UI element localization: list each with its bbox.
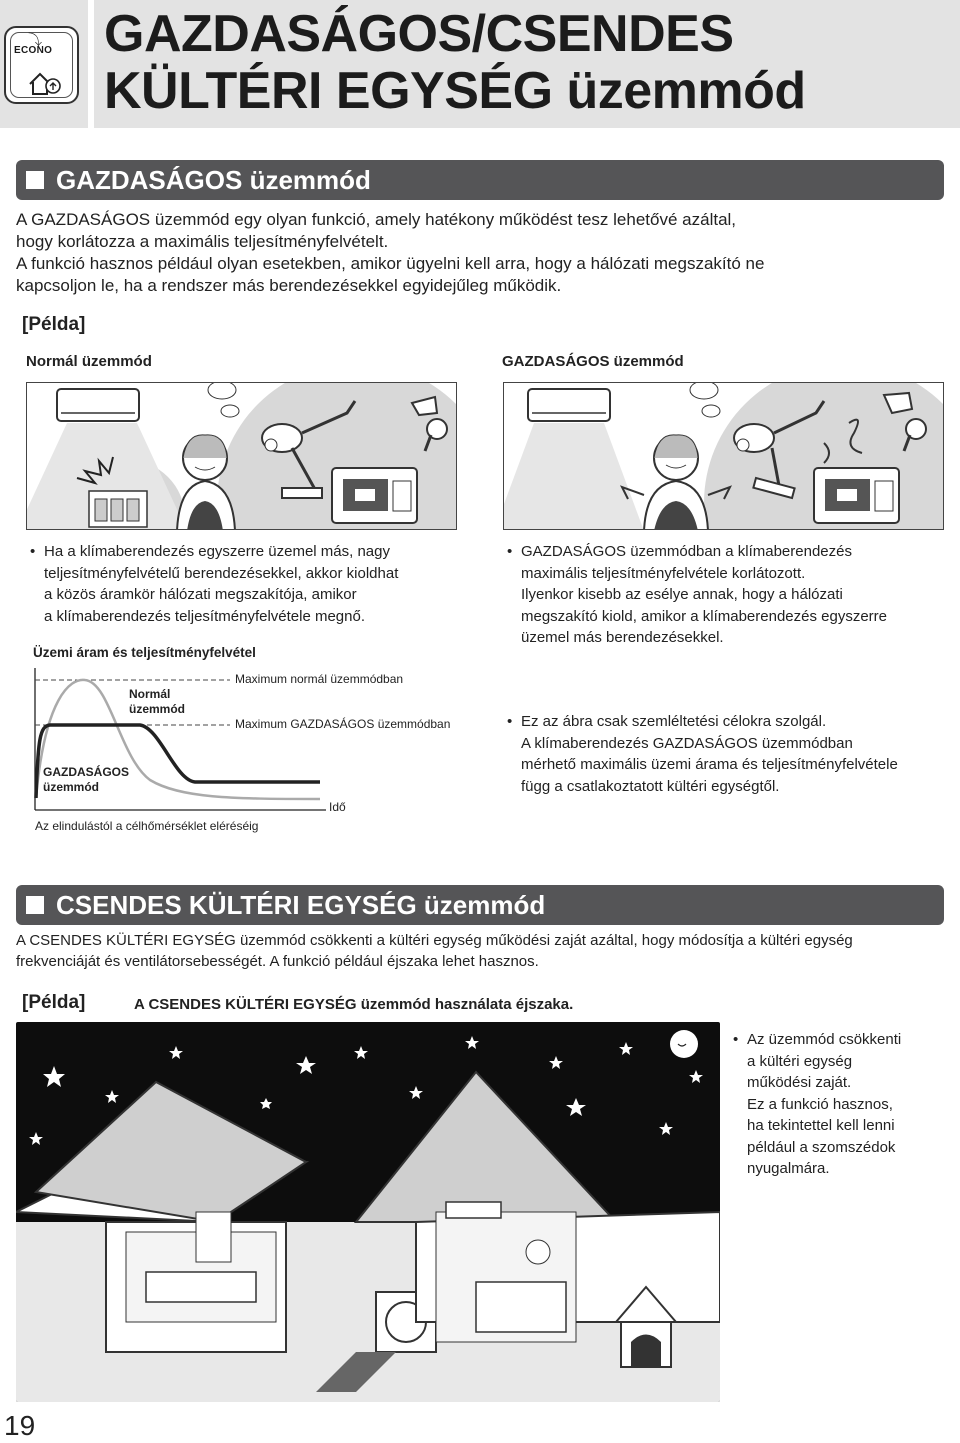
normal-mode-label: Normál üzemmód: [26, 353, 152, 370]
graph-label-max-econo: Maximum GAZDASÁGOS üzemmódban: [235, 717, 451, 731]
quiet-bullet-line-2: a kültéri egység: [747, 1052, 853, 1070]
quiet-mode-bullet: [733, 1029, 947, 1180]
econo-intro-line-4: kapcsoljon le, ha a rendszer más berendezésekkel egyidejűleg működik.: [16, 276, 562, 295]
page-title-line-1: GAZDASÁGOS/CSENDES: [104, 5, 734, 63]
quiet-bullet-line-3: működési zaját.: [747, 1074, 852, 1091]
econo-mode-scene: [504, 383, 944, 530]
quiet-bullet-line-5: ha tekintettel kell lenni: [747, 1117, 895, 1134]
page-title: [104, 6, 806, 120]
graph-label-time: Idő: [329, 800, 346, 814]
example-label-quiet: [Példa]: [22, 992, 86, 1013]
quiet-bullet-line-4: Ez a funkció hasznos,: [747, 1095, 893, 1113]
quiet-intro-line-1: A CSENDES KÜLTÉRI EGYSÉG üzemmód csökkenti a kültéri egység működési zaját azáltal, hogy módosítja a kültéri egység: [16, 932, 853, 949]
example-label-econo: [Példa]: [22, 314, 86, 335]
section-square-icon: [26, 896, 44, 914]
graph-label-normal: [129, 687, 185, 717]
econo-bullet-line-1: GAZDASÁGOS üzemmódban a klímaberendezés: [521, 543, 852, 560]
section-header-econo: [16, 160, 944, 200]
econo-intro-line-3: A funkció hasznos például olyan esetekben, amikor ügyelni kell arra, hogy a hálózati megszakító ne: [16, 254, 765, 273]
quiet-bullet-line-1: Az üzemmód csökkenti: [747, 1031, 902, 1048]
normal-bullet-line-1: Ha a klímaberendezés egyszerre üzemel más, nagy: [44, 543, 390, 560]
bullet-dot: •: [507, 543, 513, 560]
section-title-econo: GAZDASÁGOS üzemmód: [56, 165, 371, 195]
graph-label-econo: [43, 765, 129, 795]
page-title-line-2: KÜLTÉRI EGYSÉG üzemmód: [104, 62, 806, 120]
illustration-note-bullet: [507, 711, 951, 797]
econo-button-icon: [4, 26, 79, 104]
graph-label-max-normal: Maximum normál üzemmódban: [235, 672, 404, 686]
graph-label-econo-line-2: üzemmód: [43, 780, 100, 794]
note-bullet-line-2: A klímaberendezés GAZDASÁGOS üzemmódban: [521, 734, 853, 752]
normal-mode-bullet: [30, 541, 464, 627]
quiet-bullet-line-6: például a szomszédok: [747, 1138, 896, 1156]
econo-bullet-line-3: Ilyenkor kisebb az esélye annak, hogy a hálózati: [521, 586, 843, 603]
graph-title: Üzemi áram és teljesítményfelvétel: [33, 645, 256, 660]
econo-mode-bullet: [507, 541, 951, 649]
econo-bullet-line-2: maximális teljesítményfelvétele korlátozott.: [521, 564, 806, 582]
bullet-dot: •: [30, 543, 36, 560]
note-bullet-line-1: Ez az ábra csak szemléltetési célokra szolgál.: [521, 713, 827, 730]
econo-intro-line-2: hogy korlátozza a maximális teljesítményfelvételt.: [16, 232, 389, 251]
econo-label: ECONO: [14, 45, 53, 56]
quiet-example-title: A CSENDES KÜLTÉRI EGYSÉG üzemmód használata éjszaka.: [134, 996, 574, 1013]
econo-intro-line-1: A GAZDASÁGOS üzemmód egy olyan funkció, amely hatékony működést tesz lehetővé azáltal,: [16, 210, 737, 229]
page-number: 19: [4, 1410, 36, 1441]
quiet-bullet-line-7: nyugalmára.: [747, 1160, 830, 1177]
note-bullet-line-4: függ a csatlakoztatott kültéri egységtől.: [521, 777, 780, 795]
section-square-icon: [26, 171, 44, 189]
econo-arrow-icon: ⤵: [28, 32, 42, 48]
bullet-dot: •: [733, 1031, 739, 1048]
normal-mode-illustration: [26, 382, 457, 530]
graph-label-econo-line-1: GAZDASÁGOS: [43, 765, 130, 779]
note-bullet-line-3: mérhető maximális üzemi árama és teljesítményfelvétele: [521, 756, 898, 773]
moon: [670, 1030, 698, 1058]
econo-bullet-line-5: üzemel más berendezésekkel.: [521, 629, 724, 646]
section-header-quiet: [16, 885, 944, 925]
quiet-intro-line-2: frekvenciáját és ventilátorsebességét. A funkció például éjszaka lehet hasznos.: [16, 953, 539, 970]
graph-label-normal-line-1: Normál: [129, 687, 171, 701]
section-title-quiet: CSENDES KÜLTÉRI EGYSÉG üzemmód: [56, 890, 546, 920]
quiet-house-icon: [28, 70, 62, 96]
normal-bullet-line-3: a közös áramkör hálózati megszakítója, amikor: [44, 586, 357, 603]
econo-mode-label: GAZDASÁGOS üzemmód: [502, 353, 684, 370]
normal-bullet-line-4: a klímaberendezés teljesítményfelvétele megnő.: [44, 607, 366, 625]
header-divider: [88, 0, 94, 128]
normal-mode-scene: [27, 383, 457, 530]
night-scene: [16, 1022, 720, 1402]
econo-mode-illustration: [503, 382, 944, 530]
bullet-dot: •: [507, 713, 513, 730]
graph-label-normal-line-2: üzemmód: [129, 702, 186, 716]
night-houses-illustration: [16, 1022, 720, 1402]
normal-bullet-line-2: teljesítményfelvételű berendezésekkel, akkor kioldhat: [44, 564, 399, 582]
graph-x-caption: Az elindulástól a célhőmérséklet eléréséig: [35, 819, 259, 833]
econo-bullet-line-4: megszakító kiold, amikor a klímaberendezés egyszerre: [521, 607, 887, 625]
page-header: [0, 0, 960, 130]
